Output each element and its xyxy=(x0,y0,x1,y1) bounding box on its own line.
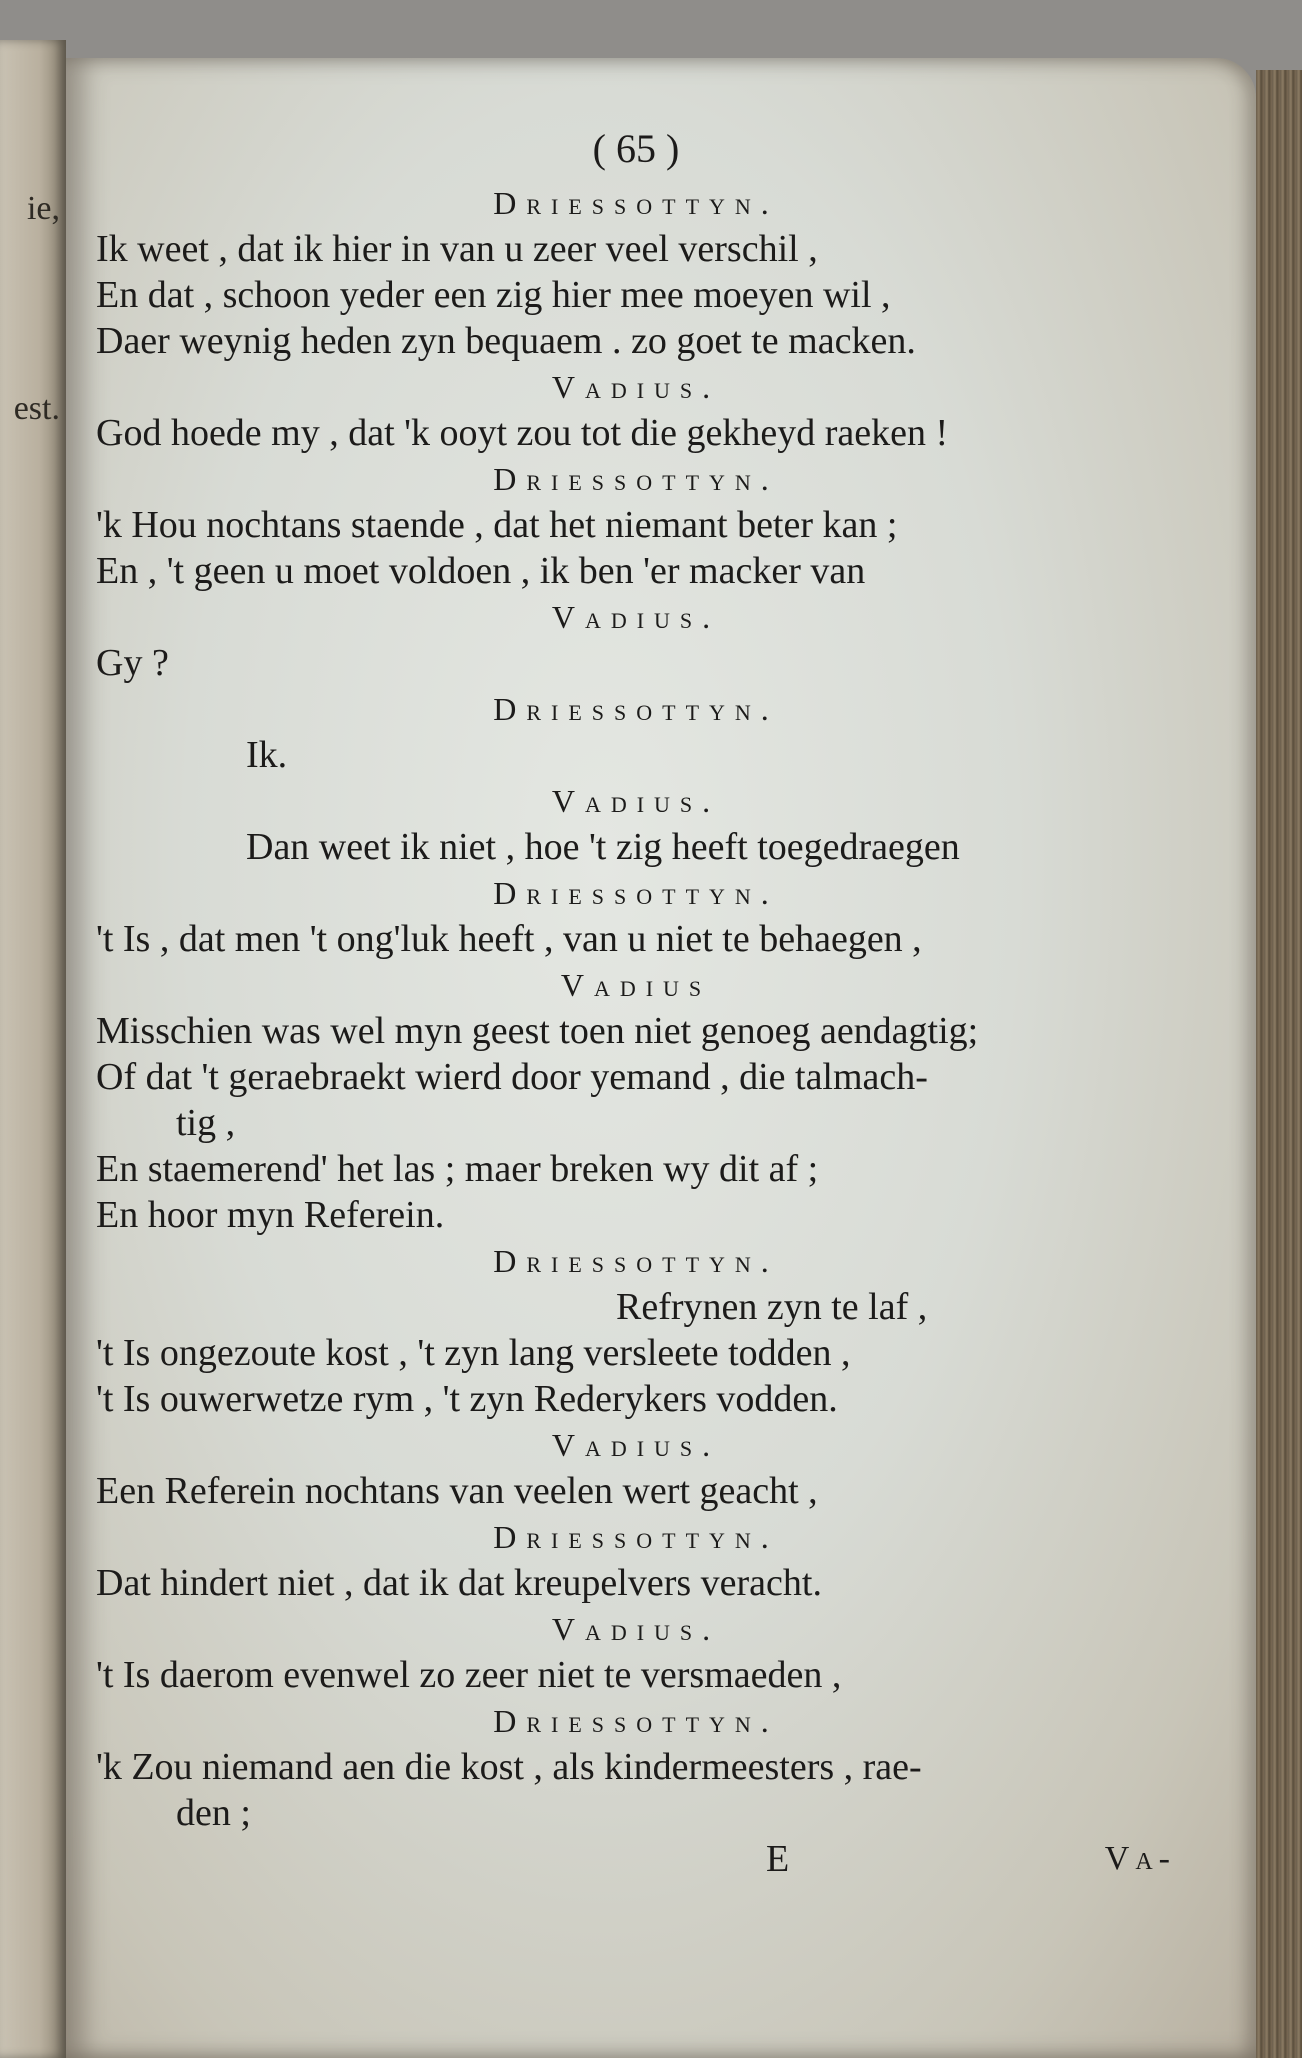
verse-line: Ik weet , dat ik hier in van u zeer veel verschil , xyxy=(96,228,818,270)
page-block-edge xyxy=(1256,70,1302,2058)
speaker-name: Driessottyn. xyxy=(493,691,779,727)
left-page-edge xyxy=(0,40,66,2058)
speaker-name: Driessottyn. xyxy=(493,1519,779,1555)
page-number: ( 65 ) xyxy=(592,126,680,171)
verse-line: Gy ? xyxy=(96,642,169,684)
speaker-name: Vadius. xyxy=(551,1427,721,1463)
page-footer xyxy=(96,1836,1176,1882)
verse-line: den ; xyxy=(176,1792,251,1834)
book-page xyxy=(66,58,1256,2058)
verse-line: En staemerend' het las ; maer breken wy dit af ; xyxy=(96,1148,819,1190)
verse-line: 'k Zou niemand aen die kost , als kindermeesters , rae- xyxy=(96,1746,922,1788)
verse-line: 't Is ongezoute kost , 't zyn lang versleete todden , xyxy=(96,1332,851,1374)
verse-line: Refrynen zyn te laf , xyxy=(616,1286,928,1328)
signature-mark: E xyxy=(766,1838,790,1880)
verse-line: Misschien was wel myn geest toen niet genoeg aendagtig; xyxy=(96,1010,979,1052)
verse-line: Een Referein nochtans van veelen wert geacht , xyxy=(96,1470,818,1512)
speaker-name: Driessottyn. xyxy=(493,875,779,911)
speaker-name: Driessottyn. xyxy=(493,1243,779,1279)
catchword: Va- xyxy=(1104,1840,1176,1877)
speaker-name: Driessottyn. xyxy=(493,461,779,497)
verse-line: 't Is daerom evenwel zo zeer niet te versmaeden , xyxy=(96,1654,842,1696)
verse-line: 't Is , dat men 't ong'luk heeft , van u niet te behaegen , xyxy=(96,918,922,960)
verse-line: En dat , schoon yeder een zig hier mee moeyen wil , xyxy=(96,274,891,316)
verse-line: Of dat 't geraebraekt wierd door yemand , die talmach- xyxy=(96,1056,928,1098)
speaker-name: Vadius. xyxy=(551,369,721,405)
speaker-name: Vadius. xyxy=(551,599,721,635)
speaker-name: Vadius xyxy=(560,967,712,1003)
left-page-fragment: est. xyxy=(13,390,60,427)
verse-line: tig , xyxy=(176,1102,236,1144)
speaker-name: Vadius. xyxy=(551,1611,721,1647)
verse-line: En , 't geen u moet voldoen , ik ben 'er macker van xyxy=(96,550,866,592)
verse-line: En hoor myn Referein. xyxy=(96,1194,445,1236)
verse-line: God hoede my , dat 'k ooyt zou tot die gekheyd raeken ! xyxy=(96,412,949,454)
verse-line: Dat hindert niet , dat ik dat kreupelvers veracht. xyxy=(96,1562,822,1604)
verse-lines xyxy=(96,180,1176,1836)
verse-line: Dan weet ik niet , hoe 't zig heeft toegedraegen xyxy=(246,826,960,868)
verse-line: 'k Hou nochtans staende , dat het niemant beter kan ; xyxy=(96,504,898,546)
verse-line: 't Is ouwerwetze rym , 't zyn Rederykers vodden. xyxy=(96,1378,838,1420)
speaker-name: Vadius. xyxy=(551,783,721,819)
speaker-name: Driessottyn. xyxy=(493,185,779,221)
verse-line: Daer weynig heden zyn bequaem . zo goet te macken. xyxy=(96,320,916,362)
verse-line: Ik. xyxy=(246,734,288,776)
speaker-name: Driessottyn. xyxy=(493,1703,779,1739)
left-page-fragment: ie, xyxy=(26,190,60,227)
page-text xyxy=(96,118,1176,1882)
